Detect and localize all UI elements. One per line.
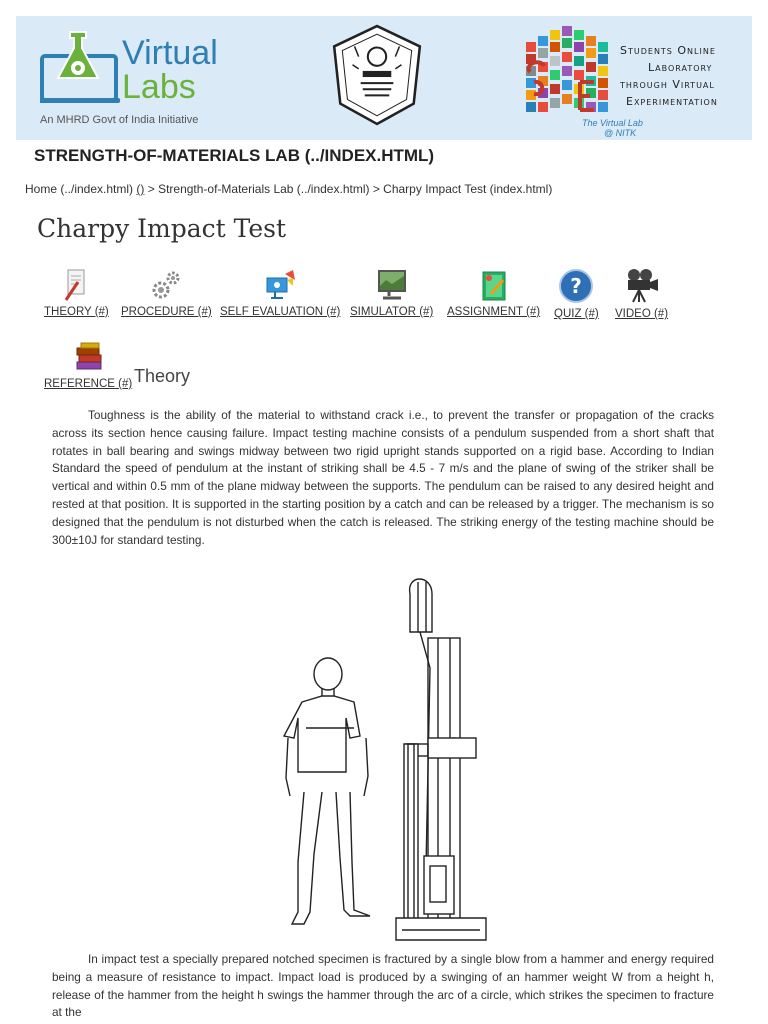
tab-reference-label[interactable]: REFERENCE (#) <box>44 378 133 390</box>
breadcrumb <box>25 182 552 196</box>
question-icon <box>558 268 594 304</box>
solve-line-3: through Virtual <box>620 78 715 91</box>
solve-sub-2: @ NITK <box>604 128 637 138</box>
tab-video[interactable] <box>615 268 668 320</box>
page-title: Charpy Impact Test <box>37 214 287 243</box>
tab-assignment-label[interactable]: ASSIGNMENT (#) <box>447 306 541 318</box>
site-header <box>16 16 752 140</box>
tab-self-evaluation[interactable] <box>220 268 340 318</box>
person-figure <box>284 658 370 924</box>
solve-subtitle <box>582 118 643 138</box>
charpy-machine-illustration <box>278 578 488 944</box>
breadcrumb-current[interactable]: Charpy Impact Test (index.html) <box>383 182 553 196</box>
logo-tagline: An MHRD Govt of India Initiative <box>40 114 199 126</box>
svg-text:?: ? <box>570 274 583 298</box>
tab-quiz-label[interactable]: QUIZ (#) <box>554 308 599 320</box>
tab-procedure[interactable] <box>121 268 212 318</box>
tab-assignment[interactable] <box>447 268 540 318</box>
theory-paragraph-2 <box>52 951 714 1022</box>
nitk-emblem-icon <box>326 24 428 126</box>
virtual-labs-logo[interactable] <box>40 30 220 130</box>
tab-reference[interactable] <box>44 342 132 390</box>
tab-self-evaluation-label[interactable]: SELF EVALUATION (#) <box>220 306 341 318</box>
paragraph-text: In impact test a specially prepared notched specimen is fractured by a single blow from a hammer and energy required being a measure of resistance to impact. Impact load is produced by a swinging of an hammer weight W from a height h, release of the hammer from the height h swings the hammer through the arc of a circle, which strikes the specimen to fracture at the <box>52 952 714 1020</box>
impact-machine <box>396 579 486 940</box>
tab-quiz[interactable] <box>554 268 599 320</box>
monitor-icon <box>375 268 409 302</box>
solve-text <box>620 42 718 110</box>
tab-procedure-label[interactable]: PROCEDURE (#) <box>121 306 212 318</box>
breadcrumb-home[interactable]: Home (../index.html) <box>25 182 134 196</box>
logo-word-labs: Labs <box>122 68 196 106</box>
theory-icon <box>60 268 92 302</box>
section-title: Theory <box>134 366 191 386</box>
tab-video-label[interactable]: VIDEO (#) <box>615 308 669 320</box>
flask-monitor-icon <box>40 30 120 110</box>
solve-line-4: Experimentation <box>626 95 718 108</box>
breadcrumb-lab[interactable]: Strength-of-Materials Lab (../index.html) <box>158 182 370 196</box>
self-evaluation-icon <box>263 268 297 302</box>
solve-line-2: Laboratory <box>648 61 713 74</box>
film-camera-icon <box>624 268 660 304</box>
logo-word-virtual: Virtual <box>122 34 218 72</box>
lab-title-link[interactable]: STRENGTH-OF-MATERIALS LAB (../INDEX.HTML) <box>34 146 435 165</box>
theory-paragraph-1 <box>52 407 714 549</box>
paragraph-text: Toughness is the ability of the material to withstand crack i.e., to prevent the transfer or propagation of the cracks across its section hence causing failure. Impact testing machine consists of a pendulum suspended from a short shaft that rotates in ball bearing and swings midway between two rigid upright stands supported on a rigid base. According to Indian Standard the speed of pendulum at the instant of striking shall be 4.5 - 7 m/s and the plane of swing of the striker shall be vertical and within 0.5 mm of the plane midway between the supports. The pendulum can be raised to any desired height and rested at that position. It is supported in the starting position by a catch and can be released by a trigger. The mechanism is so designed that the pendulum is not disturbed when the catch is released. The striking energy of the testing machine should be 300±10J for standard testing. <box>52 408 714 547</box>
breadcrumb-empty-link[interactable]: () <box>136 182 145 196</box>
tab-theory[interactable] <box>44 268 109 318</box>
solve-logo[interactable] <box>520 22 748 138</box>
books-icon <box>71 342 105 374</box>
breadcrumb-sep: > <box>144 182 159 196</box>
gears-icon <box>149 268 183 302</box>
assignment-icon <box>477 268 511 302</box>
solve-sub-1: The Virtual Lab <box>582 118 643 128</box>
tab-theory-label[interactable]: THEORY (#) <box>44 306 109 318</box>
breadcrumb-sep: > <box>369 182 384 196</box>
solve-cube-icon <box>520 22 612 132</box>
solve-line-1: Students Online <box>620 44 716 57</box>
tab-simulator-label[interactable]: SIMULATOR (#) <box>350 306 434 318</box>
tab-simulator[interactable] <box>350 268 433 318</box>
